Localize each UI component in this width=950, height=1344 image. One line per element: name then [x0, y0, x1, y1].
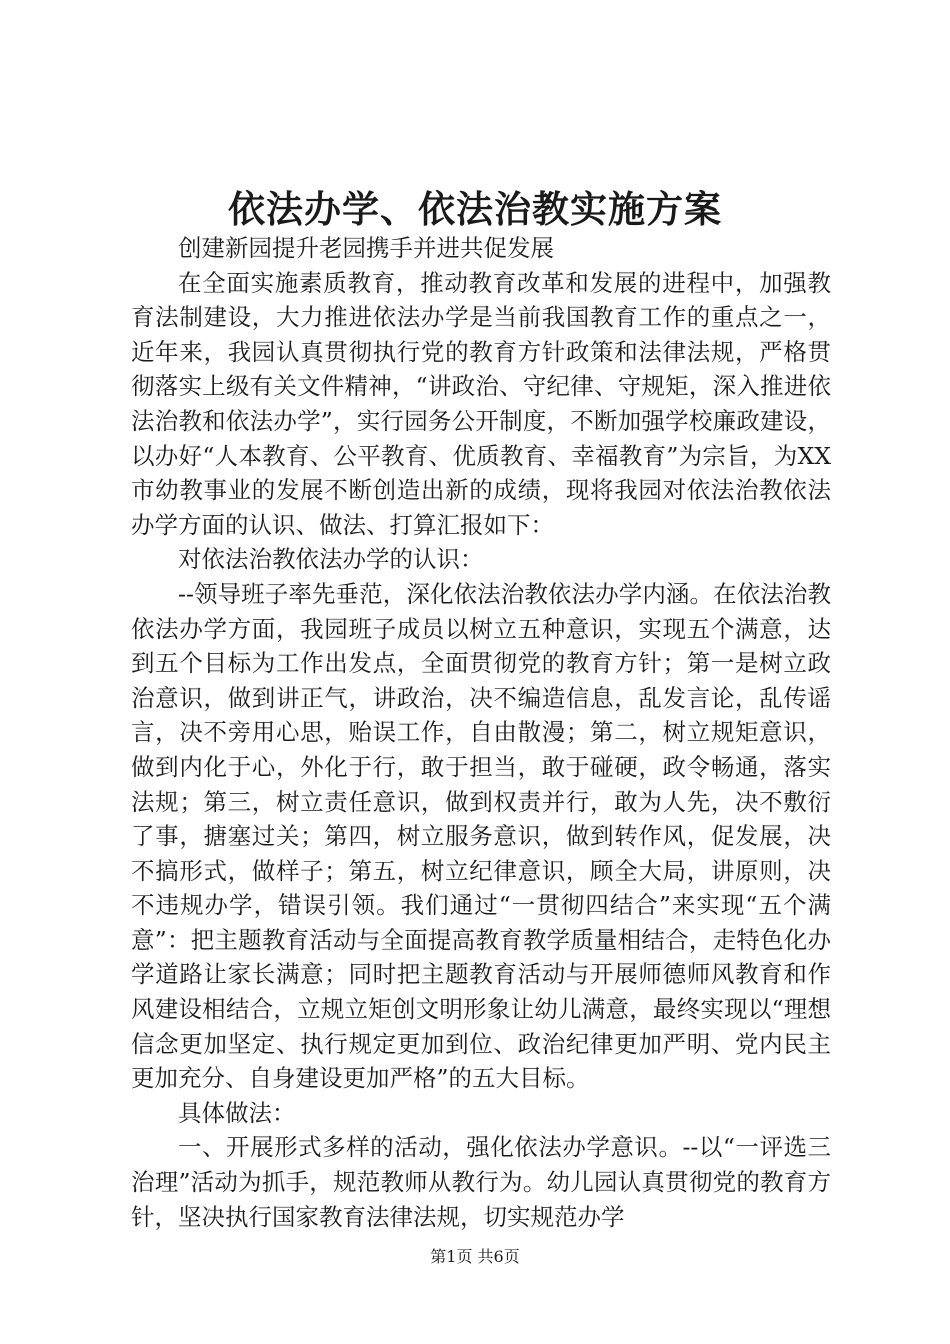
paragraph-heading-practices: 具体做法： [178, 1098, 296, 1127]
document-title: 依法办学、依法治教实施方案 [228, 187, 722, 231]
paragraph-heading-understanding: 对依法治教依法办学的认识： [178, 545, 484, 574]
page-footer: 第1页 共6页 [430, 1247, 520, 1266]
paragraph-intro: 在全面实施素质教育，推动教育改革和发展的进程中，加强教育法制建设，大力推进依法办学是当前我国教育工作的重点之一，近年来，我园认真贯彻执行党的教育方针政策和法律法规，严格贯彻落实上级有关文件精神，“讲政治、守纪律、守规矩，深入推进依法治教和依法办学”，实行园务公开制度，不断加强学校廉政建设，以办好“人本教育、公平教育、优质教育、幸福教育”为宗旨，为XX市幼教事业的发展不断创造出新的成绩，现将我园对依法治教依法办学方面的认识、做法、打算汇报如下： [131, 268, 831, 539]
document-body [131, 231, 831, 1234]
paragraph-subtitle: 创建新园提升老园携手并进共促发展 [178, 234, 554, 262]
paragraph-activities: 一、开展形式多样的活动，强化依法办学意识。--以“一评选三治理”活动为抓手，规范教师从教行为。幼儿园认真贯彻党的教育方针，坚决执行国家教育法律法规，切实规范办学 [131, 1133, 831, 1231]
paragraph-leadership: --领导班子率先垂范，深化依法治教依法办学内涵。在依法治教依法办学方面，我园班子成员以树立五种意识，实现五个满意，达到五个目标为工作出发点，全面贯彻党的教育方针；第一是树立政治意识，做到讲正气，讲政治，决不编造信息，乱发言论，乱传谣言，决不旁用心思，贻误工作，自由散漫；第二，树立规矩意识，做到内化于心，外化于行，敢于担当，敢于碰硬，政令畅通，落实法规；第三，树立责任意识，做到权责并行，敢为人先，决不敷衍了事，搪塞过关；第四，树立服务意识，做到转作风，促发展，决不搞形式，做样子；第五，树立纪律意识，顾全大局，讲原则，决不违规办学，错误引领。我们通过“一贯彻四结合”来实现“五个满意”：把主题教育活动与全面提高教育教学质量相结合，走特色化办学道路让家长满意；同时把主题教育活动与开展师德师风教育和作风建设相结合，立规立矩创文明形象让幼儿满意，最终实现以“理想信念更加坚定、执行规定更加到位、政治纪律更加严明、党内民主更加充分、自身建设更加严格”的五大目标。 [131, 579, 831, 1093]
